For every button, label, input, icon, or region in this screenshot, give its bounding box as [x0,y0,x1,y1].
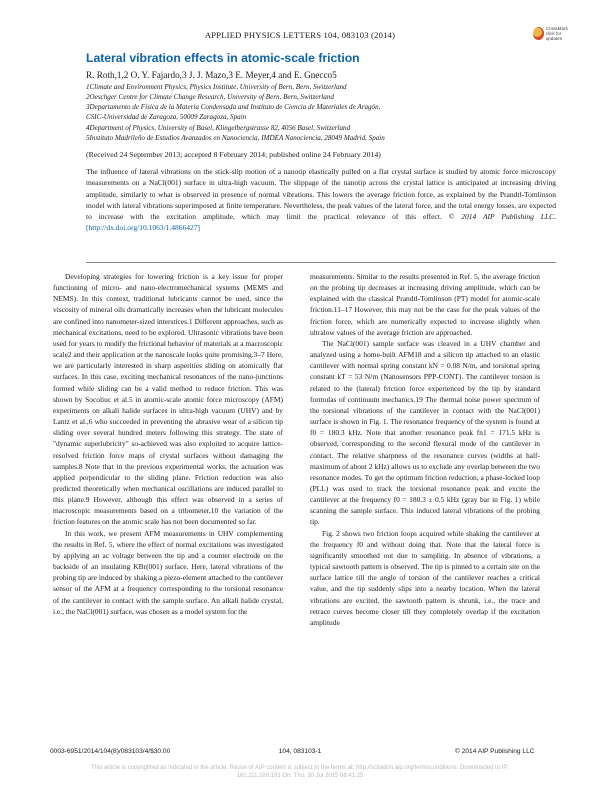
crossmark-icon [533,27,544,40]
watermark-line-2: 161.111.180.191 On: Thu, 30 Jul 2015 08:41:25 [236,773,364,780]
crossmark-badge[interactable] [533,22,573,44]
affiliation-5: 5Instituto Madrileño de Estudios Avanzados en Nanociencia, IMDEA Nanociencia, 28049 Madrid, Spain [86,134,385,142]
download-watermark [0,764,600,780]
watermark-line-1: This article is copyrighted as indicated in the article. Reuse of AIP content is subject to the terms at: http://scitation.aip.org/termsconditions. Downloaded to IP: [90,765,510,771]
abstract [86,166,556,234]
crossmark-sublabel: click for updates [545,30,563,41]
footer-page-number: 104, 083103-1 [278,748,322,755]
body-paragraph: The NaCl(001) sample surface was cleaved in a UHV chamber and analyzed using a home-built AFM18 and a silicon tip attached to an elastic cantilever with normal spring constant kN = 0.08 N/m, and torsional spring constant kT = 53 N/m (Nanosensors PPP-CONT). The cantilever torsion is related to the (lateral) friction force experienced by the tip by standard formulas of continuum mechanics.19 The thermal noise power spectrum of the torsional vibrations of the cantilever in contact with the NaCl(001) surface is shown in Fig. 1. The resonance frequency of the system is found at f0 = 180.3 kHz. Note that another resonance peak fn1 = 171.5 kHz is observed, corresponding to the second flexural mode of the cantilever in contact. The relative sharpness of the resonance curves (widths at half-maximum of about 2 kHz) allows us to exclude any overlap between the two resonance modes. To get the optimum friction reduction, a phase-locked loop (PLL) was used to track the torsional resonance peak and excite the cantilever at the frequency f0 = 180.3 ± 0.5 kHz (gray bar in Fig. 1) while scanning the sample surface. This induced lateral vibrations of the probing tip. [310,338,540,527]
footer-issn: 0003-6951/2014/104(8)/083103/4/$30.00 [50,748,171,755]
abstract-divider [86,262,556,263]
left-column [53,271,283,617]
right-column [310,271,540,628]
footer-copyright: © 2014 AIP Publishing LLC [455,748,535,755]
crossmark-label: CrossMark [545,25,568,31]
article-title: Lateral vibration effects in atomic-scale friction [86,51,360,65]
doi-link[interactable]: [http://dx.doi.org/10.1063/1.4866427] [86,223,201,233]
affiliation-1: 1Climate and Environment Physics, Physics Institute, University of Bern, Bern, Switzerland [86,83,347,91]
affiliation-3: 3Departamento de Física de la Materia Condensada and Instituto de Ciencia de Materiales de Aragón, [86,103,381,111]
affiliation-4: 4Department of Physics, University of Basel, Klingelbergstrasse 82, 4056 Basel, Switzerland [86,124,351,132]
affiliation-3-cont: CSIC-Universidad de Zaragoza, 50009 Zaragoza, Spain [86,113,247,121]
body-paragraph: In this work, we present AFM measurements in UHV complementing the results in Ref. 5, where the effect of normal excitations was investigated by applying an ac voltage between the tip and a counter electrode on the backside of an insulating KBr(001) surface. Here, lateral vibrations of the probing tip are induced by shaking a piezo-element attached to the cantilever sensor of the AFM at a frequency corresponding to the torsional resonance of the cantilever in contact with the sample surface. An alkali halide crystal, i.e., the NaCl(001) surface, was chosen as a model system for the [53,528,283,616]
author-list: R. Roth,1,2 O. Y. Fajardo,3 J. J. Mazo,3 E. Meyer,4 and E. Gnecco5 [86,70,337,80]
body-paragraph: Developing strategies for lowering friction is a key issue for proper functioning of micro- and nano-electromechanical systems (MEMS and NEMS). In this context, traditional lubricants cannot be used, since the viscosity of mineral oils dramatically increases when the lubricant molecules are confined into nanometer-sized interstices.1 Different approaches, such as mechanical excitations, need to be explored. Ultrasonic vibrations have been used for years to modify the frictional behavior of materials at a macroscopic scale2 and their application at the nanoscale looks quite promising.3–7 Here, we are particularly interested in sharp asperities sliding on atomically flat surfaces. In this case, exciting mechanical resonances of the nano-junctions formed while sliding can be a valid method to reduce friction. This was shown by Socoliuc et al.5 in atomic-scale atomic force microscopy (AFM) experiments on alkali halide surfaces in ultra-high vacuum (UHV) and by Lantz et al.,6 who succeeded in preventing the abrasive wear of a silicon tip sliding over several hundred meters following this strategy. The state of "dynamic superlubricity" so-achieved was also exploited to acquire lattice-resolved friction force maps of crystal surfaces without damaging the samples.8 Note that in the previous experimental works, the actuation was applied perpendicular to the sliding plane. Friction reduction was also predicted theoretically when mechanical oscillations are induced parallel to this plane.9 However, although this effect was observed in a series of macroscopic measurements based on a tribometer,10 the variation of the friction features on the atomic scale has not been documented so far. [53,272,283,527]
publication-dates: (Received 24 September 2013; accepted 8 February 2014; published online 24 February 2014) [86,150,381,159]
body-paragraph: measurements. Similar to the results presented in Ref. 5, the average friction on the probing tip decreases at increasing driving amplitude, which can be explained with the classical Prandtl-Tomlinson (PT) model for atomic-scale friction.11–17 However, this may not be the case for the peak values of the friction force, which are numerically expected to increase slightly when ultralow values of the average friction are approached. [310,272,540,337]
abstract-copyright: © 2014 AIP Publishing LLC. [448,212,556,222]
affiliation-2: 2Oeschger Centre for Climate Change Research, University of Bern, Bern, Switzerland [86,93,334,101]
journal-header: APPLIED PHYSICS LETTERS 104, 083103 (2014) [204,30,396,40]
body-paragraph: Fig. 2 shows two friction loops acquired while shaking the cantilever at the frequency f0 and without doing that. Note that the lateral force is significantly smoothed out due to sampling. In absence of vibrations, a typical sawtooth pattern is observed. The tip is pinned to a certain site on the surface lattice till the angle of torsion of the cantilever reaches a critical value, and the tip suddenly slips into a nearby location. When the lateral vibrations are excited, the sawtooth pattern is shrunk, i.e., the trace and retrace curves become closer till they completely overlap if the excitation amplitude [310,528,540,627]
abstract-text: The influence of lateral vibrations on the stick-slip motion of a nanotip elastically pulled on a flat crystal surface is studied by atomic force microscopy measurements on a NaCl(001) surface in ultra-high vacuum. The slippage of the nanotip across the crystal lattice is anticipated at increasing driving amplitude, similarly to what is observed in presence of normal vibrations. This lowers the average friction force, as explained by the Prandtl-Tomlinson model with lateral vibrations superimposed at finite temperature. Nevertheless, the peak values of the lateral force, and the total energy losses, are expected to increase with the excitation amplitude, which may limit the practical relevance of this effect. [86,167,556,222]
